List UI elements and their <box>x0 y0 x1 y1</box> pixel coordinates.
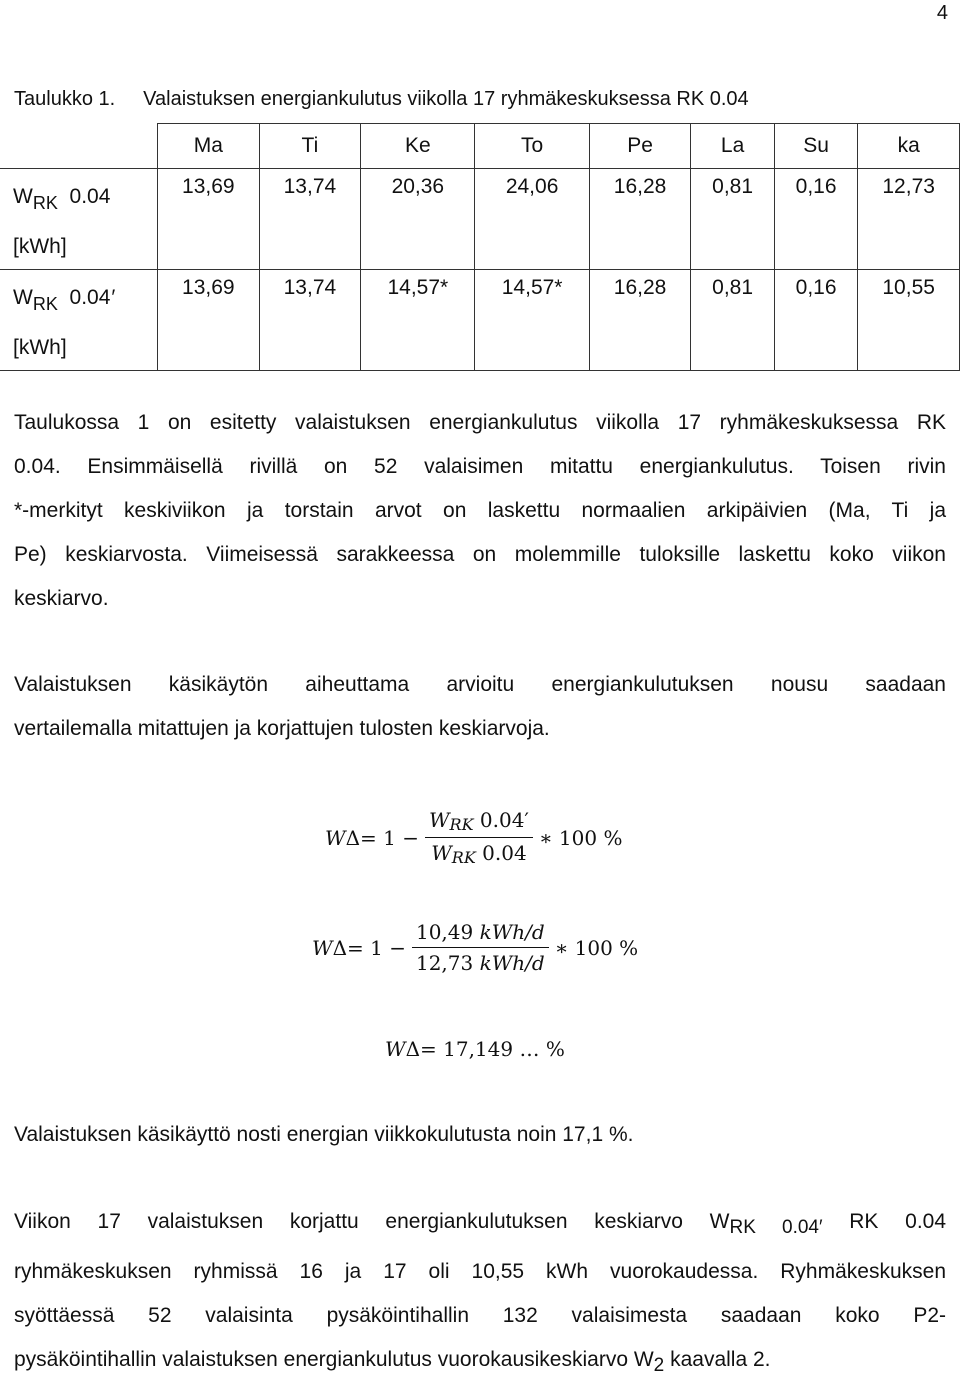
eq3-lhs-var: W <box>385 1037 406 1061</box>
row-label-id: 0.04 <box>69 286 111 309</box>
table-header-cell: Ma <box>158 124 260 169</box>
eq1-lhs-rest: Δ= 1 − <box>345 825 419 850</box>
w2-subscript: 2 <box>653 1355 665 1376</box>
row-label-symbol: W <box>13 185 33 208</box>
table-cell: 14,57* <box>475 270 589 371</box>
table-cell: 14,57* <box>361 270 475 371</box>
paragraph-line: syöttäessä 52 valaisinta pysäköintihallin 132 valaisimesta saadaan koko P2- <box>14 1304 946 1327</box>
w-subscript: RK 0.04′ <box>729 1217 823 1238</box>
paragraph-line: Taulukossa 1 on esitetty valaistuksen energiankulutus viikolla 17 ryhmäkeskuksessa RK <box>14 411 946 434</box>
table-row <box>0 169 960 270</box>
row-label-symbol: W <box>13 286 33 309</box>
paragraph-line: vertailemalla mitattujen ja korjattujen tulosten keskiarvoja. <box>14 717 550 740</box>
table-header-cell: Su <box>774 124 857 169</box>
table-caption-label: Taulukko 1. <box>14 88 116 110</box>
table-cell: 0,16 <box>774 169 857 270</box>
eq1-lhs-var: W <box>325 825 346 850</box>
paragraph-method <box>14 663 946 751</box>
table-header-cell: Ti <box>259 124 361 169</box>
eq1-tail: ∗ 100 % <box>538 825 623 850</box>
table-header-empty <box>0 124 158 169</box>
table-header-row <box>0 124 960 169</box>
row-label-unit: [kWh] <box>13 235 67 258</box>
paragraph-result <box>14 1113 946 1157</box>
table-cell: 0,81 <box>691 270 774 371</box>
eq2-fraction <box>412 920 549 975</box>
table-cell: 0,81 <box>691 169 774 270</box>
paragraph-line: 0.04. Ensimmäisellä rivillä on 52 valaisimen mitattu energiankulutus. Toisen rivin <box>14 455 946 478</box>
table-cell: 16,28 <box>589 270 691 371</box>
table-cell: 10,55 <box>858 270 960 371</box>
table-header-cell: Pe <box>589 124 691 169</box>
page-number: 4 <box>936 2 948 24</box>
table-cell: 24,06 <box>475 169 589 270</box>
paragraph-table-description <box>14 401 946 621</box>
table-header-cell: Ke <box>361 124 475 169</box>
table-caption-title: Valaistuksen energiankulutus viikolla 17 ryhmäkeskuksessa RK 0.04 <box>143 88 749 110</box>
row-label-prime: ′ <box>110 286 115 309</box>
table-cell: 13,74 <box>259 169 361 270</box>
paragraph-line: Viikon 17 valaistuksen korjattu energiankulutuksen keskiarvo $W_{RK 0.04'}$ RK 0.04 <box>14 1210 947 1238</box>
equation-3 <box>385 1037 565 1061</box>
paragraph-line: pysäköintihallin valaistuksen energiankulutus vuorokausikeskiarvo $W_2$ kaavalla 2. <box>14 1348 771 1376</box>
energy-table <box>0 123 960 371</box>
table-cell: 20,36 <box>361 169 475 270</box>
eq1-fraction <box>425 808 533 867</box>
row-label-id: 0.04 <box>69 185 111 208</box>
table-cell: 13,69 <box>158 270 260 371</box>
paragraph-line: ryhmäkeskuksen ryhmissä 16 ja 17 oli 10,55 kWh vuorokaudessa. Ryhmäkeskuksen <box>14 1260 946 1283</box>
eq1-denominator: $W_{RK}$ 0.04 <box>431 841 527 867</box>
table-header-cell: To <box>475 124 589 169</box>
table-cell: 13,74 <box>259 270 361 371</box>
row-label-subscript: RK <box>32 193 58 213</box>
paragraph-corrected <box>14 1200 946 1388</box>
table-caption <box>14 88 749 111</box>
paragraph-line: Pe) keskiarvosta. Viimeisessä sarakkeessa on molemmille tuloksille laskettu koko viikon <box>14 543 946 566</box>
paragraph-line: *-merkityt keskiviikon ja torstain arvot on laskettu normaalien arkipäivien (Ma, Ti ja <box>14 499 946 522</box>
row-label-subscript: RK <box>32 294 58 314</box>
table-cell: 12,73 <box>858 169 960 270</box>
paragraph-line: keskiarvo. <box>14 587 109 610</box>
table-cell: 13,69 <box>158 169 260 270</box>
table-header-cell: ka <box>858 124 960 169</box>
row-label <box>0 270 158 371</box>
equation-2 <box>312 920 638 975</box>
eq2-denominator: 12,73 kWh/d <box>415 951 545 975</box>
eq3-rhs: Δ= 17,149 … % <box>405 1037 565 1061</box>
eq2-tail: ∗ 100 % <box>554 935 639 960</box>
table-row <box>0 270 960 371</box>
paragraph-line: Valaistuksen käsikäyttö nosti energian viikkokulutusta noin 17,1 %. <box>14 1123 634 1146</box>
table-cell: 16,28 <box>589 169 691 270</box>
paragraph-line: Valaistuksen käsikäytön aiheuttama arvioitu energiankulutuksen nousu saadaan <box>14 673 946 696</box>
row-label <box>0 169 158 270</box>
eq1-numerator: $W_{RK}$ 0.04′ <box>425 808 533 838</box>
eq2-numerator: 10,49 kWh/d <box>412 920 549 948</box>
equation-1 <box>325 808 622 867</box>
table-header-cell: La <box>691 124 774 169</box>
eq2-lhs-var: W <box>312 935 333 960</box>
eq2-lhs-rest: Δ= 1 − <box>332 935 406 960</box>
row-label-unit: [kWh] <box>13 336 67 359</box>
table-cell: 0,16 <box>774 270 857 371</box>
